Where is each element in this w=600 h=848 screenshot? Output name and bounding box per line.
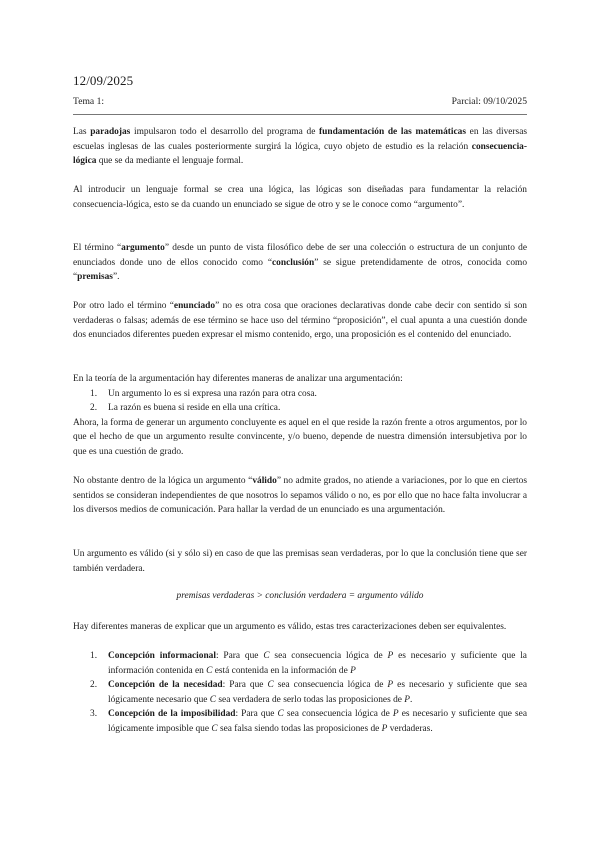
list-item [73,387,527,402]
text-run: Por otro lado el término “ [73,301,174,311]
text-run: está contenida en la información de [212,665,351,676]
conception-title: Concepción de la necesidad [108,680,223,690]
list-item [73,707,527,736]
variable: P [404,694,410,705]
paragraph-enunciado [73,299,527,343]
argumentation-after: Ahora, la forma de generar un argumento concluyente es aquel en el que reside la razón frente a otros argumentos, por lo que el hecho de que un argumento resulte convincente, y/o bueno, depende de nuestra dimensión intersubjetiva por lo que es una cuestión de grado. [73,417,527,457]
paragraph-caracterizaciones: Hay diferentes maneras de explicar que un argumento es válido, estas tres caracterizaciones deben ser equivalentes. [73,622,507,632]
list-text: La razón es buena si reside en ella una crítica. [108,403,281,413]
text-run: impulsaron todo el desarrollo del programa de [130,127,320,137]
paragraph-argumento-valido: Un argumento es válido (si y sólo si) en caso de que las premisas sean verdaderas, por lo que la conclusión tiene que ser también verdadera. [73,549,527,574]
text-run: ” no es otra cosa que oraciones declarativas donde cabe decir con sentido si son verdaderas o falsas; además de ese término se hace uso del término “proposición”, el cual apunta a una cuestión donde dos enunciados diferentes pueden expresar el mismo contenido, ergo, una proposición es el contenido del enunciado. [73,301,527,340]
text-run: sea consecuencia lógica de [283,709,393,719]
text-run: es necesario y suficiente que la información contenida en [108,651,527,676]
variable: C [267,680,274,690]
text-run: sea consecuencia lógica de [269,651,388,661]
conception-title: Concepción informacional [108,651,216,661]
text-run: ” desde un punto de vista filosófico debe de ser una colección o estructura de un conjunto de enunciados donde uno de ellos conocido como “ [73,243,527,268]
list-item [73,678,527,707]
list-number: 2. [90,403,98,413]
bold-term: enunciado [173,301,216,311]
list-number: 1. [90,651,98,661]
bold-term: válido [252,476,277,486]
paragraph-valido [73,474,527,518]
text-run: sea consecuencia lógica de [273,680,388,690]
text-run: ” no admite grados, no atiende a variaciones, por lo que en ciertos sentidos se consideran independientes de que nosotros lo sepamos válido o no, es por ello que no hace falta involucrar a los diversos medios de comunicación. Para hallar la verdad de un enunciado es una argumentación. [73,476,527,515]
paragraph-lenguaje-formal: Al introducir un lenguaje formal se crea una lógica, las lógicas son diseñadas para fundamentar la relación consecuencia-lógica, esto se da cuando un enunciado se sigue de otro y se le conoce como “argumento”. [73,185,527,210]
bold-term: premisas [77,272,113,282]
variable: C [263,651,270,661]
argumentation-intro: En la teoría de la argumentación hay diferentes maneras de analizar una argumentación: [73,374,403,384]
list-number: 1. [90,388,98,399]
text-run: : Para que [235,709,278,719]
argumentation-section [73,372,527,459]
exam-date: Parcial: 09/10/2025 [451,96,527,107]
variable: P [381,723,388,734]
conception-title: Concepción de la imposibilidad [108,709,236,719]
text-run: : Para que [222,680,268,690]
variable: C [277,709,284,719]
text-run: Las [73,127,91,137]
text-run: ”. [112,272,120,282]
variable: C [211,723,218,734]
paragraph-paradojas [73,125,527,169]
bold-term: paradojas [90,127,131,137]
text-run: . [410,694,413,705]
topic-label: Tema 1: [73,96,105,107]
bold-term: consecuencia-lógica [73,141,527,166]
validity-formula: premisas verdaderas > conclusión verdadera = argumento válido [176,591,424,601]
variable: P [350,665,356,676]
list-number: 3. [90,709,98,719]
text-run: es necesario y suficiente que sea lógicamente imposible que [108,709,527,734]
variable: C [206,665,213,676]
text-run: sea verdadera de serlo todas las proposiciones de [216,694,405,705]
paragraph-argumento [73,241,527,285]
text-run: que se da mediante el lenguaje formal. [96,156,244,166]
header-divider [73,114,527,115]
document-date: 12/09/2025 [73,73,134,88]
text-run: No obstante dentro de la lógica un argumento “ [73,476,253,486]
variable: P [392,709,399,719]
variable: P [387,651,394,661]
text-run: sea falsa siendo todas las proposiciones de [217,723,382,734]
conceptions-list [73,649,527,736]
bold-term: conclusión [272,257,315,268]
bold-term: argumento [121,243,165,253]
list-item [73,649,527,678]
variable: C [209,694,217,705]
list-text: Un argumento lo es si expresa una razón para otra cosa. [108,388,317,399]
bold-term: fundamentación de las matemáticas [319,127,466,137]
text-run: verdaderas. [387,723,433,734]
header-row [73,96,527,107]
text-run: : Para que [215,651,264,661]
text-run: es necesario y suficiente que sea lógicamente necesario que [108,680,528,705]
text-run: ” se sigue pretendidamente de otros, conocida como “ [73,257,528,282]
text-run: en las diversas escuelas inglesas de las cuales posteriormente surgirá la lógica, cuyo objeto de estudio es la relación [73,127,528,152]
variable: P [387,680,394,690]
text-run: El término “ [73,243,122,253]
list-number: 2. [90,680,98,690]
list-item [73,401,527,416]
